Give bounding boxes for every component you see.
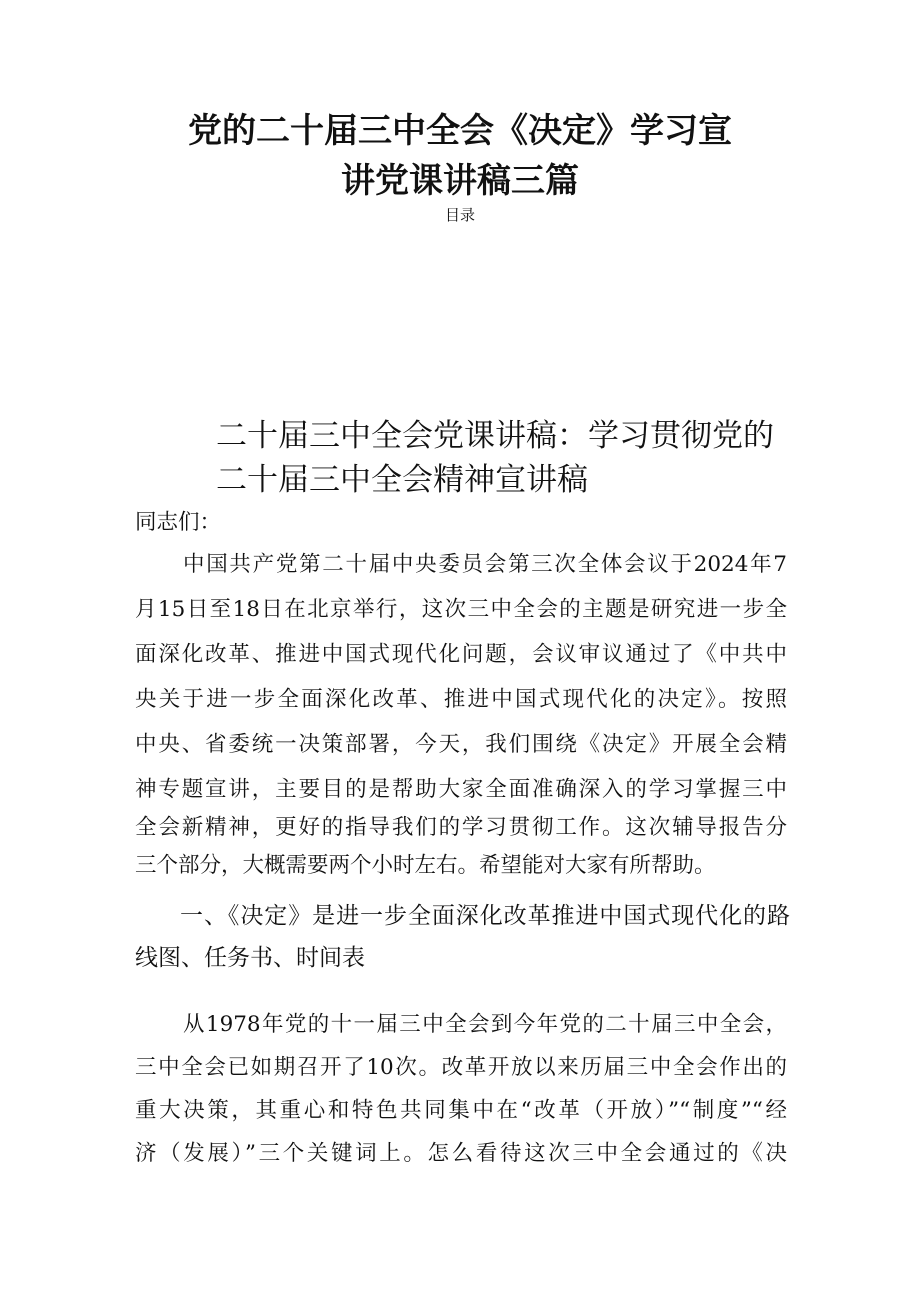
paragraph-line: 济（发展）”三个关键词上。怎么看待这次三中全会通过的《决 (135, 1141, 787, 1166)
section-title-line-2: 二十届三中全会精神宣讲稿 (216, 462, 588, 498)
heading-line: 线图、任务书、时间表 (135, 945, 365, 971)
greeting: 同志们： (135, 510, 222, 535)
paragraph-line: 中国共产党第二十届中央委员会第三次全体会议于2024年7 (183, 552, 787, 577)
paragraph-line: 从1978年党的十一届三中全会到今年党的二十届三中全会， (183, 1012, 787, 1037)
paragraph-line: 面深化改革、推进中国式现代化问题，会议审议通过了《中共中 (135, 642, 787, 667)
paragraph-line: 央关于进一步全面深化改革、推进中国式现代化的决定》。按照 (135, 687, 787, 712)
paragraph-line: 神专题宣讲，主要目的是帮助大家全面准确深入的学习掌握三中 (135, 777, 787, 802)
paragraph-line: 三个部分，大概需要两个小时左右。希望能对大家有所帮助。 (135, 853, 716, 878)
paragraph-line: 全会新精神，更好的指导我们的学习贯彻工作。这次辅导报告分 (135, 815, 787, 840)
paragraph-line: 中央、省委统一决策部署，今天，我们围绕《决定》开展全会精 (135, 732, 787, 757)
toc-label: 目录 (444, 206, 475, 224)
document-title-line-2: 讲党课讲稿三篇 (341, 161, 579, 201)
heading-line: 一、《决定》是进一步全面深化改革推进中国式现代化的路 (180, 903, 790, 929)
section-title-line-1: 二十届三中全会党课讲稿：学习贯彻党的 (216, 418, 774, 454)
paragraph-line: 重大决策，其重心和特色共同集中在“改革（开放）”“制度”“经 (135, 1098, 787, 1123)
paragraph-line: 三中全会已如期召开了10次。改革开放以来历届三中全会作出的 (135, 1055, 787, 1080)
paragraph-line: 月15日至18日在北京举行，这次三中全会的主题是研究进一步全 (135, 597, 787, 622)
document-title-line-1: 党的二十届三中全会《决定》学习宣 (188, 111, 732, 151)
